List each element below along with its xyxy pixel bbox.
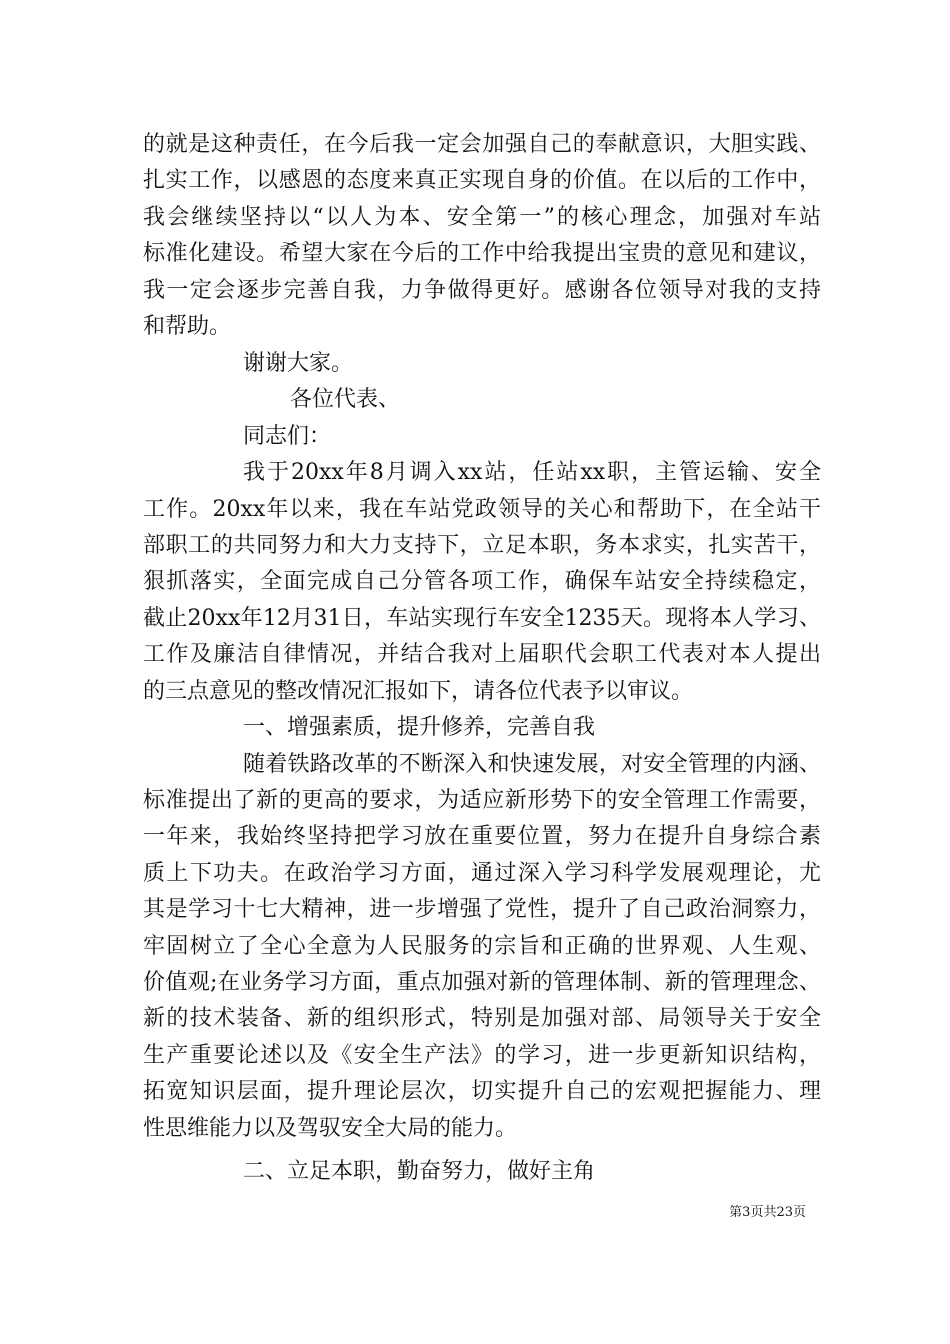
paragraph-line: 截止20xx年12月31日，车站实现行车安全1235天。现将本人学习、 [143,606,821,631]
paragraph-line: 价值观;在业务学习方面，重点加强对新的管理体制、新的管理理念、 [143,970,821,995]
page-number-footer: 第3页共23页 [729,1205,806,1220]
section-heading: 一、增强素质，提升修养，完善自我 [243,715,596,740]
closing-thanks: 谢谢大家。 [243,351,354,376]
paragraph-line: 性思维能力以及驾驭安全大局的能力。 [143,1116,518,1141]
paragraph-line: 的就是这种责任，在今后我一定会加强自己的奉献意识，大胆实践、 [143,132,821,157]
paragraph-line: 质上下功夫。在政治学习方面，通过深入学习科学发展观理论，尤 [143,861,821,886]
paragraph-line: 的三点意见的整改情况汇报如下，请各位代表予以审议。 [143,679,694,704]
section-heading: 二、立足本职，勤奋努力，做好主角 [243,1159,596,1184]
salutation: 各位代表、 [290,387,401,412]
paragraph-line: 标准提出了新的更高的要求，为适应新形势下的安全管理工作需要， [143,788,821,813]
paragraph-line: 工作及廉洁自律情况，并结合我对上届职代会职工代表对本人提出 [143,642,821,667]
paragraph-line: 一年来，我始终坚持把学习放在重要位置，努力在提升自身综合素 [143,824,821,849]
paragraph-line: 新的技术装备、新的组织形式，特别是加强对部、局领导关于安全 [143,1006,821,1031]
paragraph-line: 部职工的共同努力和大力支持下，立足本职，务本求实，扎实苦干， [143,533,821,558]
paragraph-line: 标准化建设。希望大家在今后的工作中给我提出宝贵的意见和建议， [143,241,821,266]
paragraph-line: 工作。20xx年以来，我在车站党政领导的关心和帮助下，在全站干 [143,497,821,522]
paragraph-line: 扎实工作，以感恩的态度来真正实现自身的价值。在以后的工作中， [143,168,821,193]
paragraph-line: 我会继续坚持以“以人为本、安全第一”的核心理念，加强对车站 [143,205,821,230]
paragraph-line: 狠抓落实，全面完成自己分管各项工作，确保车站安全持续稳定， [143,569,821,594]
paragraph-line: 拓宽知识层面，提升理论层次，切实提升自己的宏观把握能力、理 [143,1079,821,1104]
paragraph-line: 其是学习十七大精神，进一步增强了党性，提升了自己政治洞察力， [143,897,821,922]
paragraph-line: 和帮助。 [143,314,232,339]
salutation: 同志们： [243,424,332,449]
paragraph-line: 生产重要论述以及《安全生产法》的学习，进一步更新知识结构， [143,1043,821,1068]
paragraph-line: 我于20xx年8月调入xx站，任站xx职，主管运输、安全 [243,460,821,485]
paragraph-line: 随着铁路改革的不断深入和快速发展，对安全管理的内涵、 [243,752,821,777]
paragraph-line: 我一定会逐步完善自我，力争做得更好。感谢各位领导对我的支持 [143,278,821,303]
paragraph-line: 牢固树立了全心全意为人民服务的宗旨和正确的世界观、人生观、 [143,934,821,959]
